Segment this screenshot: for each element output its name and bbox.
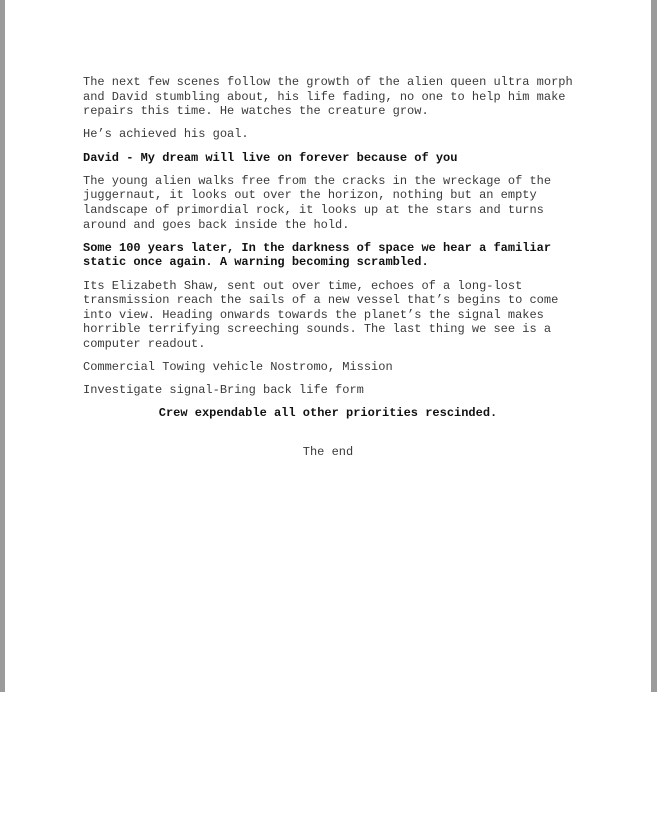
paragraph-young-alien: The young alien walks free from the cracks in the wreckage of the juggernaut, it looks out over the horizon, nothing but an empty landscape of primordial rock, it looks up at the stars and turns around and goes back inside the hold. (83, 173, 552, 232)
dialogue-david: David - My dream will live on forever because of you (83, 150, 458, 165)
document-page (5, 0, 651, 692)
readout-investigate-signal: Investigate signal-Bring back life form (83, 383, 364, 398)
script-text-body (83, 75, 583, 468)
paragraph-100-years-later: Some 100 years later, In the darkness of space we hear a familiar static once again. A warning becoming scrambled. (83, 240, 552, 270)
paragraph-queen-growth: The next few scenes follow the growth of the alien queen ultra morph and David stumbling about, his life fading, no one to help him make repairs this time. He watches the creature grow. (83, 75, 573, 119)
paragraph-elizabeth-shaw: Its Elizabeth Shaw, sent out over time, echoes of a long-lost transmission reach the sails of a new vessel that’s begins to come into view. Heading onwards towards the planet’s the signal makes horrible terrifying screeching sounds. The last thing we see is a computer readout. (83, 278, 559, 351)
the-end-text: The end (302, 445, 354, 460)
page-frame-right-border (651, 0, 657, 692)
readout-crew-expendable: Crew expendable all other priorities rescinded. (158, 406, 498, 421)
paragraph-goal-achieved: He’s achieved his goal. (83, 127, 249, 142)
readout-nostromo-mission: Commercial Towing vehicle Nostromo, Mission (83, 360, 393, 375)
